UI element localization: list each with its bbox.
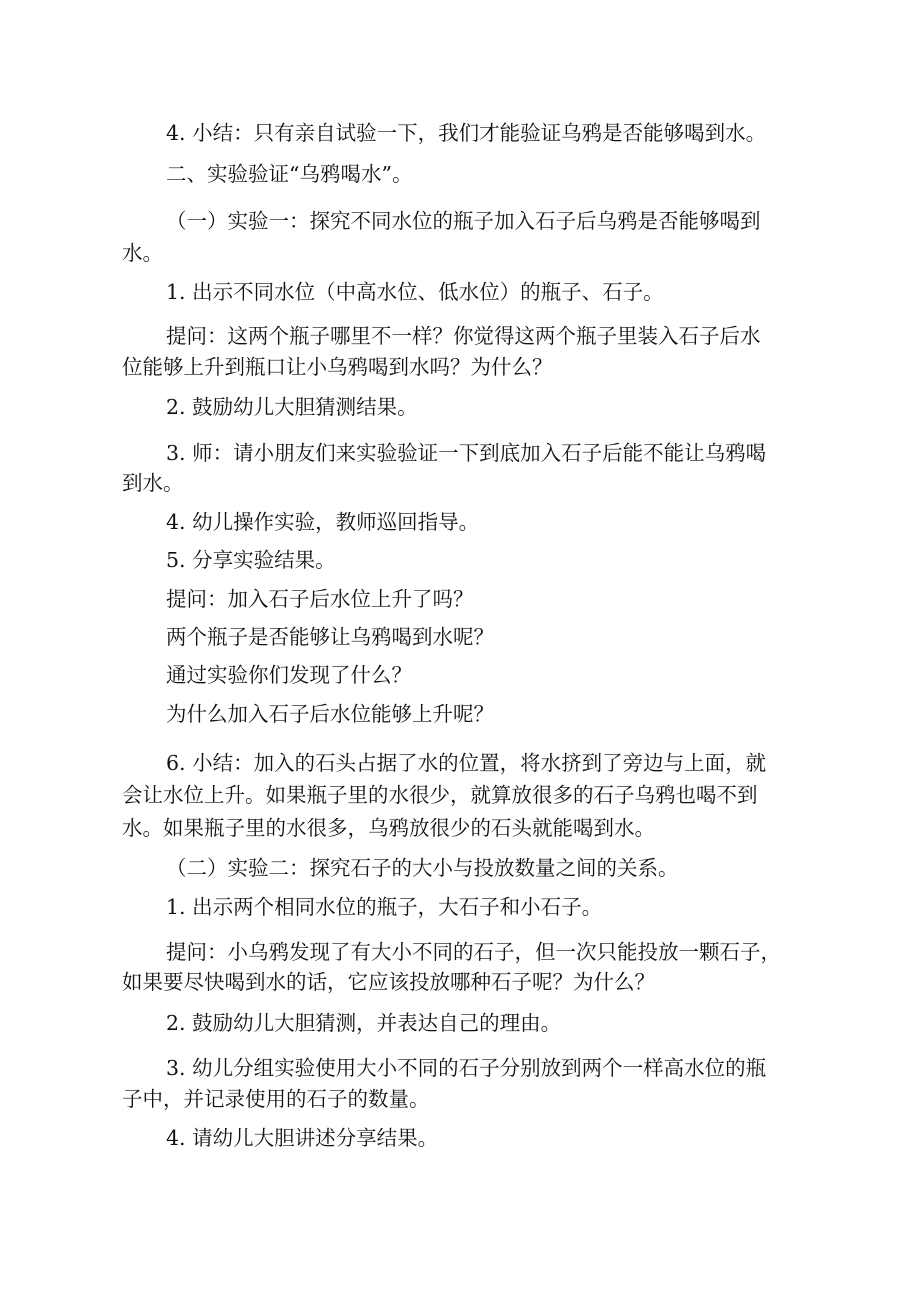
exp2-step-1: 1. 出示两个相同水位的瓶子，大石子和小石子。 — [166, 895, 603, 919]
step-2-guess: 2. 鼓励幼儿大胆猜测结果。 — [166, 395, 418, 419]
experiment-2-heading: （二）实验二：探究石子的大小与投放数量之间的关系。 — [166, 856, 679, 880]
step-3-teacher-cont: 到水。 — [122, 471, 184, 495]
exp2-step-2: 2. 鼓励幼儿大胆猜测，并表达自己的理由。 — [166, 1011, 562, 1035]
step-6-summary-cont-2: 水。如果瓶子里的水很多，乌鸦放很少的石头就能喝到水。 — [122, 816, 655, 840]
step-6-summary: 6. 小结：加入的石头占据了水的位置，将水挤到了旁边与上面，就 — [166, 751, 767, 775]
question-line-3: 两个瓶子是否能够让乌鸦喝到水呢？ — [166, 625, 494, 649]
experiment-1-heading-cont: 水。 — [122, 241, 163, 265]
summary-line-1: 4. 小结：只有亲自试验一下，我们才能验证乌鸦是否能够喝到水。 — [166, 121, 767, 145]
step-5-share: 5. 分享实验结果。 — [166, 548, 336, 572]
step-1-show-bottles: 1. 出示不同水位（中高水位、低水位）的瓶子、石子。 — [166, 280, 664, 304]
exp2-step-3-cont: 子中，并记录使用的石子的数量。 — [122, 1087, 430, 1111]
section-heading-2: 二、实验验证“乌鸦喝水”。 — [166, 162, 413, 186]
step-3-teacher: 3. 师：请小朋友们来实验验证一下到底加入石子后能不能让乌鸦喝 — [166, 441, 767, 465]
step-4-operate: 4. 幼儿操作实验，教师巡回指导。 — [166, 510, 480, 534]
question-line-1-cont: 位能够上升到瓶口让小乌鸦喝到水吗？为什么？ — [122, 355, 553, 379]
question-line-5: 为什么加入石子后水位能够上升呢？ — [166, 702, 494, 726]
question-line-4: 通过实验你们发现了什么？ — [166, 663, 412, 687]
experiment-1-heading: （一）实验一：探究不同水位的瓶子加入石子后乌鸦是否能够喝到 — [166, 209, 761, 233]
question-line-2: 提问：加入石子后水位上升了吗？ — [166, 587, 474, 611]
question-line-1: 提问：这两个瓶子哪里不一样？你觉得这两个瓶子里装入石子后水 — [166, 324, 761, 348]
exp2-question: 提问：小乌鸦发现了有大小不同的石子，但一次只能投放一颗石子， — [166, 940, 781, 964]
step-6-summary-cont-1: 会让水位上升。如果瓶子里的水很少，就算放很多的石子乌鸦也喝不到 — [122, 783, 758, 807]
exp2-step-3: 3. 幼儿分组实验使用大小不同的石子分别放到两个一样高水位的瓶 — [166, 1056, 767, 1080]
exp2-step-4: 4. 请幼儿大胆讲述分享结果。 — [166, 1126, 439, 1150]
exp2-question-cont: 如果要尽快喝到水的话，它应该投放哪种石子呢？为什么？ — [122, 970, 655, 994]
